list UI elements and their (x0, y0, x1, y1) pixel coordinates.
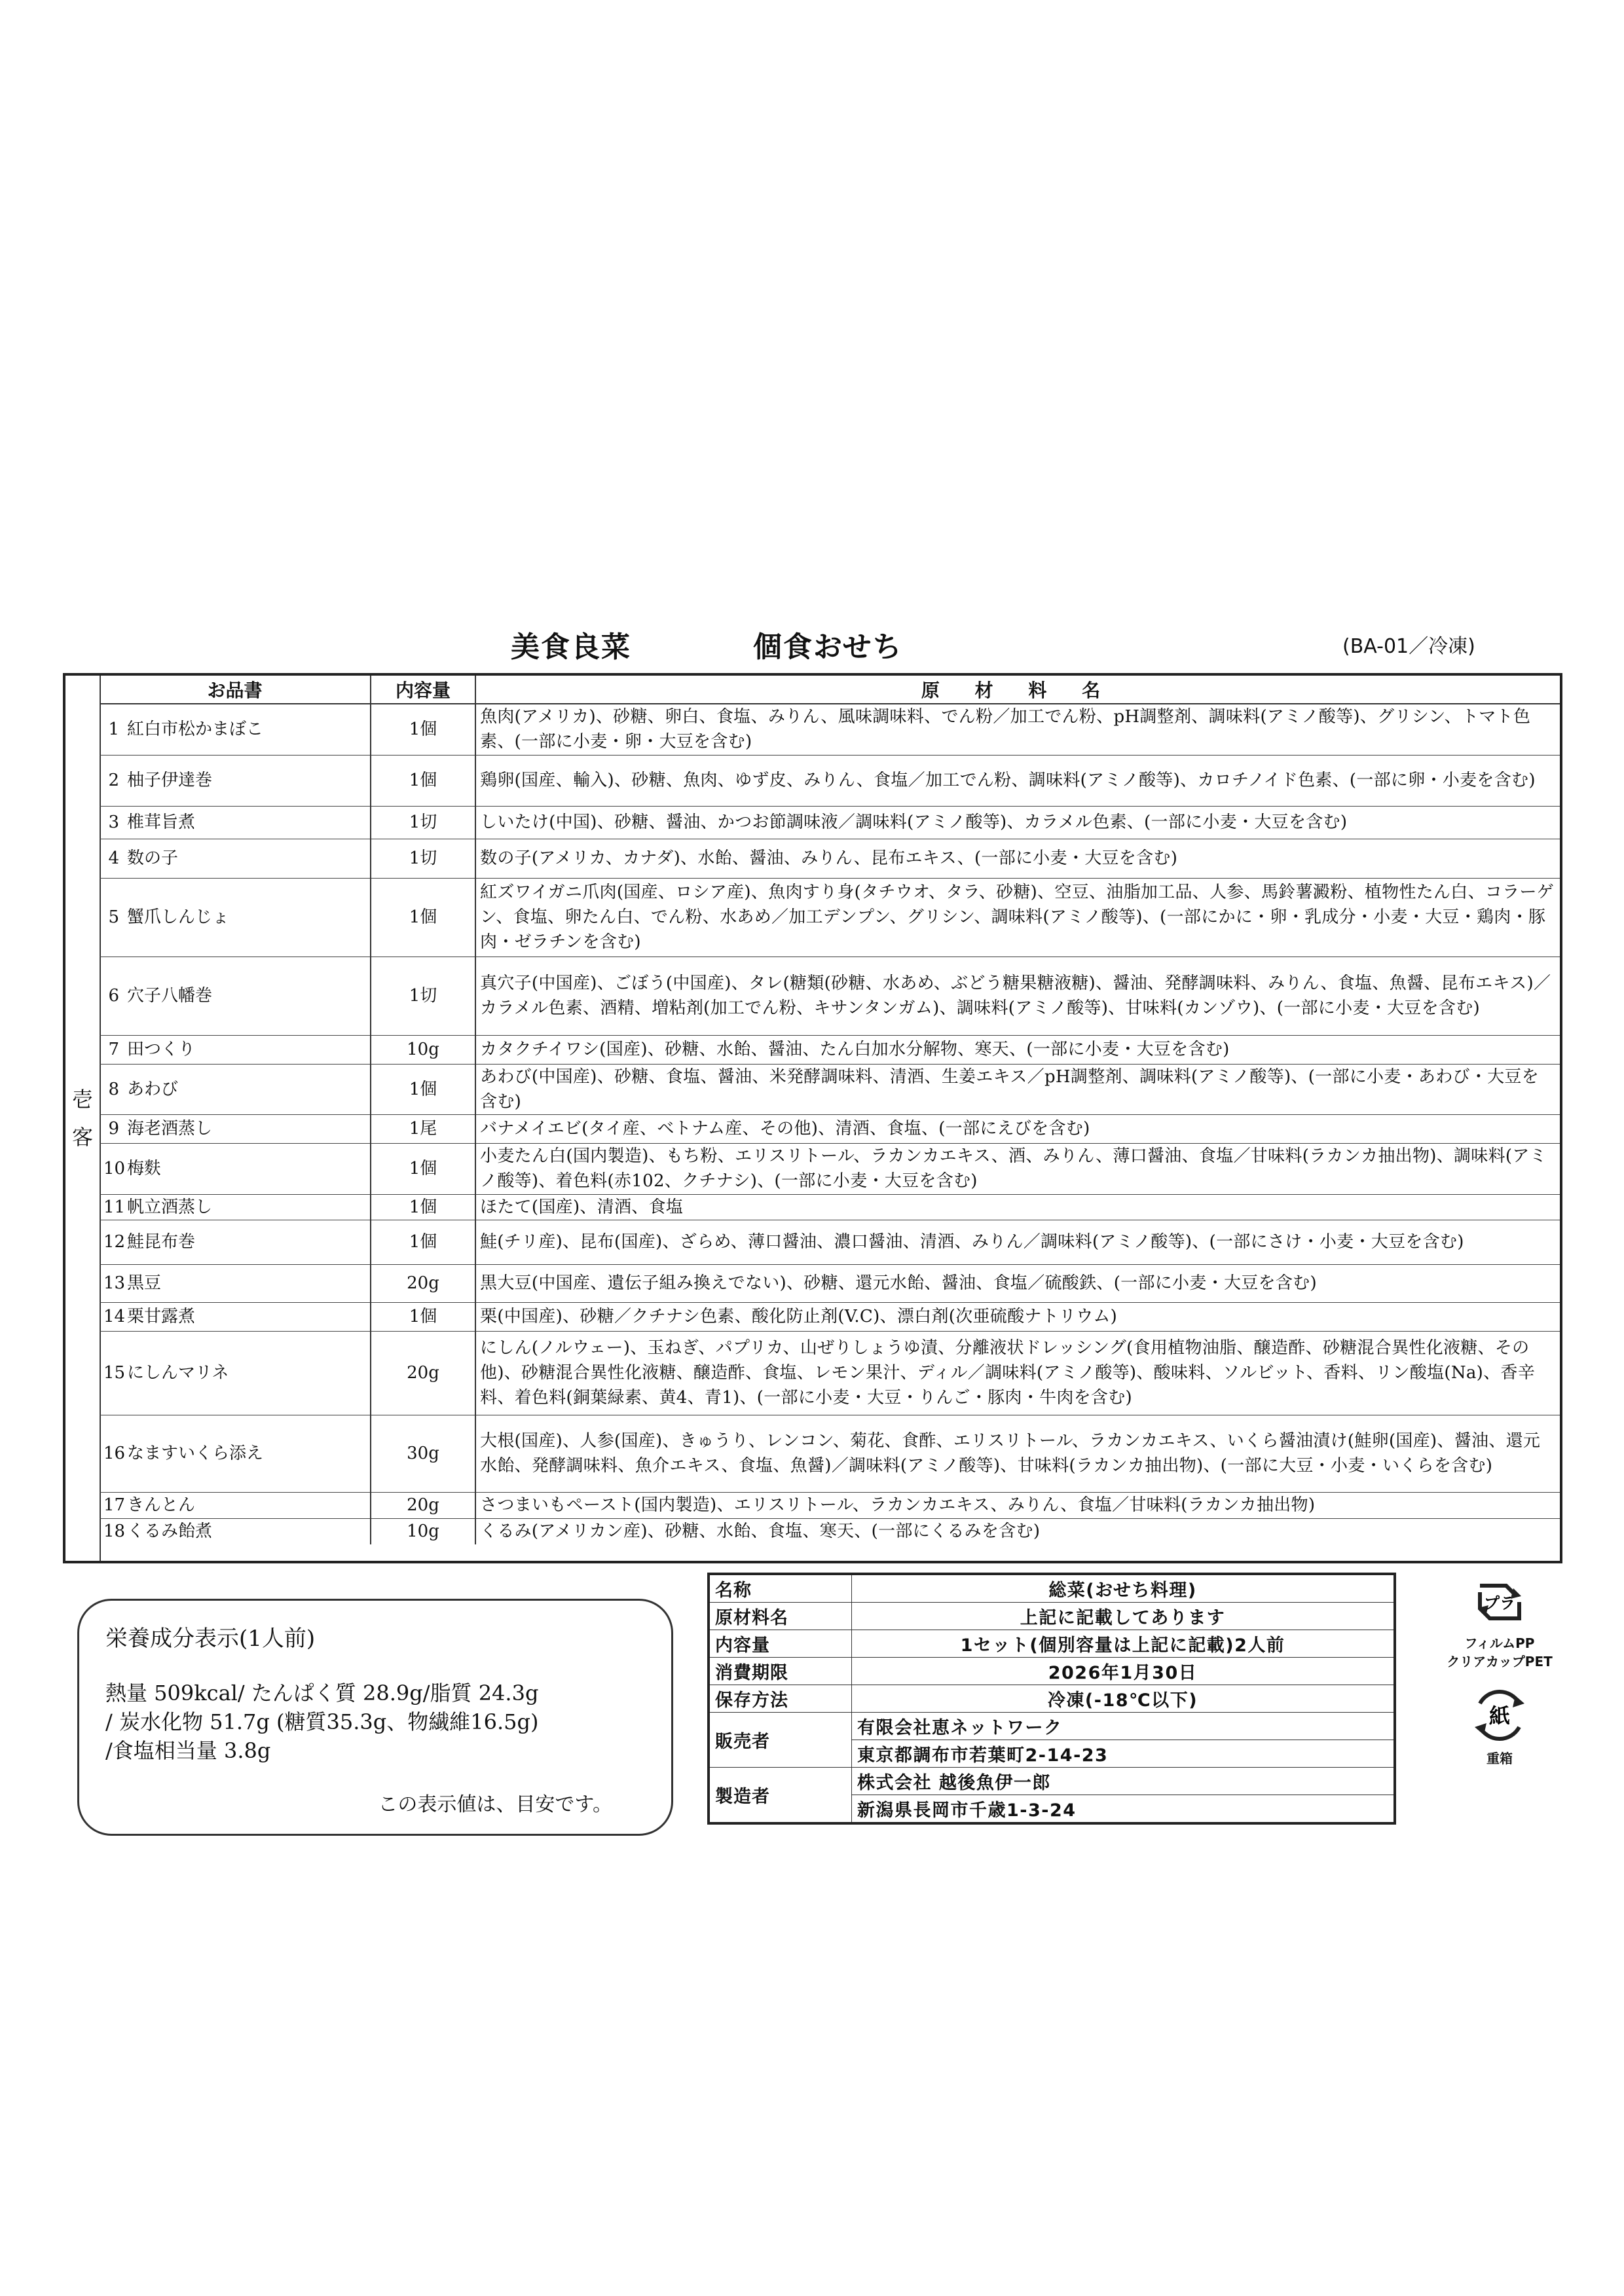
label-row (709, 1603, 1395, 1630)
item-quantity: 20g (371, 1331, 475, 1415)
item-name: 海老酒蒸し (123, 1114, 371, 1143)
item-quantity: 10g (371, 1035, 475, 1064)
item-ingredients: 大根(国産)、人参(国産)、きゅうり、レンコン、菊花、食酢、エリスリトール、ラカンカエキス、いくら醤油漬け(鮭卵(国産)、醤油、還元水飴、発酵調味料、魚介エキス、食塩、魚醤)／調味料(アミノ酸等)、甘味料(ラカンカ抽出物)、(一部に大豆・小麦・いくらを含む) (475, 1415, 1560, 1492)
item-ingredients: 魚肉(アメリカ)、砂糖、卵白、食塩、みりん、風味調味料、でん粉／加工でん粉、pH調整剤、調味料(アミノ酸等)、グリシン、トマト色素、(一部に小麦・卵・大豆を含む) (475, 704, 1560, 755)
item-quantity: 1切 (371, 957, 475, 1035)
nutrition-note: この表示値は、目安です。 (378, 1793, 612, 1816)
row-number: 3 (100, 806, 123, 839)
item-name: 帆立酒蒸し (123, 1194, 371, 1220)
item-quantity: 1個 (371, 1302, 475, 1331)
item-name: くるみ飴煮 (123, 1518, 371, 1544)
pla-label: クリアカップPET (1447, 1654, 1553, 1669)
paper-recycle-mark (1454, 1684, 1545, 1768)
item-ingredients: さつまいもペースト(国内製造)、エリスリトール、ラカンカエキス、みりん、食塩／甘味料(ラカンカ抽出物) (475, 1492, 1560, 1518)
paper-recycle-icon (1467, 1684, 1532, 1747)
item-name: 数の子 (123, 839, 371, 878)
label-value: 冷凍(-18℃以下) (852, 1685, 1395, 1713)
table-row (100, 839, 1560, 878)
table-row (100, 1143, 1560, 1194)
item-quantity: 1切 (371, 839, 475, 878)
row-number: 17 (100, 1492, 123, 1518)
item-quantity: 1尾 (371, 1114, 475, 1143)
table-row (100, 1518, 1560, 1544)
product-label-table (707, 1573, 1396, 1825)
row-number: 13 (100, 1264, 123, 1302)
item-ingredients: ほたて(国産)、清酒、食塩 (475, 1194, 1560, 1220)
label-value: 新潟県長岡市千歳1-3-24 (852, 1795, 1395, 1824)
table-row (100, 1194, 1560, 1220)
row-number: 2 (100, 755, 123, 806)
row-number: 6 (100, 957, 123, 1035)
column-header-ingredients: 原 材 料 名 (475, 676, 1560, 704)
label-key: 販売者 (709, 1713, 852, 1768)
menu-table (100, 676, 1560, 1544)
label-value: 総菜(おせち料理) (852, 1574, 1395, 1603)
item-quantity: 20g (371, 1264, 475, 1302)
item-ingredients: にしん(ノルウェー)、玉ねぎ、パプリカ、山ぜりしょうゆ漬、分離液状ドレッシング(食用植物油脂、醸造酢、砂糖混合異性化液糖、その他)、砂糖混合異性化液糖、醸造酢、食塩、レモン果汁、ディル／調味料(アミノ酸等)、酸味料、ソルビット、香料、リン酸塩(Na)、香辛料、着色料(銅葉緑素、黄4、青1)、(一部に小麦・大豆・りんご・豚肉・牛肉を含む) (475, 1331, 1560, 1415)
row-number: 11 (100, 1194, 123, 1220)
item-ingredients: 鮭(チリ産)、昆布(国産)、ざらめ、薄口醤油、濃口醤油、清酒、みりん／調味料(アミノ酸等)、(一部にさけ・小麦・大豆を含む) (475, 1220, 1560, 1264)
table-row (100, 1264, 1560, 1302)
label-key: 内容量 (709, 1630, 852, 1658)
label-value: 1セット(個別容量は上記に記載)2人前 (852, 1630, 1395, 1658)
pla-recycle-icon (1470, 1573, 1529, 1631)
column-header-quantity: 内容量 (371, 676, 475, 704)
table-row (100, 1035, 1560, 1064)
brand-title: 美食良菜 (511, 630, 631, 664)
table-row (100, 1220, 1560, 1264)
side-label-char: 壱 (71, 1087, 93, 1112)
row-number: 18 (103, 1522, 126, 1542)
menu-table-frame (63, 673, 1562, 1563)
label-key: 名称 (709, 1574, 852, 1603)
table-row (100, 704, 1560, 755)
label-value: 上記に記載してあります (852, 1603, 1395, 1630)
side-label-char: 客 (71, 1125, 93, 1150)
item-name: 田つくり (123, 1035, 371, 1064)
nutrition-line: /食塩相当量 3.8g (105, 1738, 271, 1763)
label-key: 製造者 (709, 1768, 852, 1824)
table-row (100, 878, 1560, 957)
row-number: 1 (100, 704, 123, 755)
item-quantity: 1個 (371, 704, 475, 755)
item-name: なますいくら添え (123, 1415, 371, 1492)
table-row (100, 1302, 1560, 1331)
pla-mark-text: プラ (1484, 1594, 1515, 1613)
item-quantity: 1個 (371, 1143, 475, 1194)
plastic-recycle-mark (1441, 1573, 1559, 1671)
item-ingredients: バナメイエビ(タイ産、ベトナム産、その他)、清酒、食塩、(一部にえびを含む) (475, 1114, 1560, 1143)
item-name: 栗甘露煮 (123, 1302, 371, 1331)
item-name: 椎茸旨煮 (123, 806, 371, 839)
item-ingredients: 鶏卵(国産、輸入)、砂糖、魚肉、ゆず皮、みりん、食塩／加工でん粉、調味料(アミノ酸等)、カロチノイド色素、(一部に卵・小麦を含む) (475, 755, 1560, 806)
label-value: 株式会社 越後魚伊一郎 (852, 1768, 1395, 1795)
row-number: 9 (100, 1114, 123, 1143)
item-ingredients: くるみ(アメリカン産)、砂糖、水飴、食塩、寒天、(一部にくるみを含む) (480, 1522, 1041, 1542)
item-quantity: 30g (371, 1415, 475, 1492)
label-key: 保存方法 (709, 1685, 852, 1713)
label-row (709, 1713, 1395, 1740)
table-row (100, 1114, 1560, 1143)
label-row (709, 1574, 1395, 1603)
item-ingredients: カタクチイワシ(国産)、砂糖、水飴、醤油、たん白加水分解物、寒天、(一部に小麦・大豆を含む) (475, 1035, 1560, 1064)
item-ingredients: しいたけ(中国)、砂糖、醤油、かつお節調味液／調味料(アミノ酸等)、カラメル色素、(一部に小麦・大豆を含む) (475, 806, 1560, 839)
item-ingredients: 紅ズワイガニ爪肉(国産、ロシア産)、魚肉すり身(タチウオ、タラ、砂糖)、空豆、油脂加工品、人参、馬鈴薯澱粉、植物性たん白、コラーゲン、食塩、卵たん白、でん粉、水あめ／加工デンプン、グリシン、調味料(アミノ酸等)、(一部にかに・卵・乳成分・小麦・大豆・鶏肉・豚肉・ゼラチンを含む) (475, 878, 1560, 957)
row-number: 10 (100, 1143, 123, 1194)
item-name: 柚子伊達巻 (123, 755, 371, 806)
table-row (100, 1331, 1560, 1415)
item-name: 蟹爪しんじょ (123, 878, 371, 957)
table-row (100, 1415, 1560, 1492)
row-number: 15 (100, 1331, 123, 1415)
label-key: 消費期限 (709, 1658, 852, 1685)
item-quantity: 20g (371, 1492, 475, 1518)
table-row (100, 957, 1560, 1035)
row-number: 4 (100, 839, 123, 878)
item-quantity: 1個 (371, 1220, 475, 1264)
item-name: にしんマリネ (123, 1331, 371, 1415)
column-header-item: お品書 (100, 676, 371, 704)
nutrition-line: / 炭水化物 51.7g (糖質35.3g、物繊維16.5g) (105, 1709, 539, 1734)
label-row (709, 1658, 1395, 1685)
row-number: 16 (100, 1415, 123, 1492)
item-quantity: 1個 (371, 878, 475, 957)
nutrition-box (77, 1599, 673, 1836)
item-quantity: 1個 (371, 1064, 475, 1114)
item-ingredients: 真穴子(中国産)、ごぼう(中国産)、タレ(糖類(砂糖、水あめ、ぶどう糖果糖液糖)、醤油、発酵調味料、みりん、食塩、魚醤、昆布エキス)／カラメル色素、酒精、増粘剤(加工でん粉、キサンタンガム)、調味料(アミノ酸等)、甘味料(カンゾウ)、(一部に小麦・大豆を含む) (475, 957, 1560, 1035)
pla-label: フィルムPP (1464, 1635, 1535, 1651)
label-row (709, 1685, 1395, 1713)
paper-mark-text: 紙 (1488, 1704, 1511, 1728)
item-name: あわび (123, 1064, 371, 1114)
item-quantity: 1切 (371, 806, 475, 839)
label-value: 有限会社恵ネットワーク (852, 1713, 1395, 1740)
item-name: 梅麩 (123, 1143, 371, 1194)
item-name: 穴子八幡巻 (123, 957, 371, 1035)
label-value: 2026年1月30日 (852, 1658, 1395, 1685)
side-label (65, 676, 101, 1561)
item-quantity: 10g (371, 1518, 475, 1544)
item-name: 紅白市松かまぼこ (123, 704, 371, 755)
row-number: 12 (100, 1220, 123, 1264)
nutrition-heading: 栄養成分表示(1人前) (105, 1626, 316, 1652)
product-code: (BA-01／冷凍) (1342, 635, 1475, 658)
row-number: 14 (100, 1302, 123, 1331)
item-quantity: 1個 (371, 1194, 475, 1220)
table-row (100, 755, 1560, 806)
row-number: 5 (100, 878, 123, 957)
item-ingredients: あわび(中国産)、砂糖、食塩、醤油、米発酵調味料、清酒、生姜エキス／pH調整剤、調味料(アミノ酸等)、(一部に小麦・あわび・大豆を含む) (475, 1064, 1560, 1114)
nutrition-line: 熱量 509kcal/ たんぱく質 28.9g/脂質 24.3g (105, 1681, 539, 1705)
row-number: 8 (100, 1064, 123, 1114)
table-row (100, 806, 1560, 839)
table-row (100, 1492, 1560, 1518)
item-name: きんとん (123, 1492, 371, 1518)
table-row (100, 1064, 1560, 1114)
label-row (709, 1768, 1395, 1795)
item-name: 黒豆 (123, 1264, 371, 1302)
label-key: 原材料名 (709, 1603, 852, 1630)
item-ingredients: 栗(中国産)、砂糖／クチナシ色素、酸化防止剤(V.C)、漂白剤(次亜硫酸ナトリウム) (475, 1302, 1560, 1331)
item-quantity: 1個 (371, 755, 475, 806)
product-title: 個食おせち (753, 630, 903, 664)
label-row (709, 1630, 1395, 1658)
item-ingredients: 数の子(アメリカ、カナダ)、水飴、醤油、みりん、昆布エキス、(一部に小麦・大豆を含む) (475, 839, 1560, 878)
item-ingredients: 黒大豆(中国産、遺伝子組み換えでない)、砂糖、還元水飴、醤油、食塩／硫酸鉄、(一部に小麦・大豆を含む) (475, 1264, 1560, 1302)
item-name: 鮭昆布巻 (123, 1220, 371, 1264)
row-number: 7 (100, 1035, 123, 1064)
label-value: 東京都調布市若葉町2-14-23 (852, 1740, 1395, 1768)
item-ingredients: 小麦たん白(国内製造)、もち粉、エリスリトール、ラカンカエキス、酒、みりん、薄口醤油、食塩／甘味料(ラカンカ抽出物)、調味料(アミノ酸等)、着色料(赤102、クチナシ)、(一部に小麦・大豆を含む) (475, 1143, 1560, 1194)
paper-label: 重箱 (1486, 1751, 1513, 1766)
